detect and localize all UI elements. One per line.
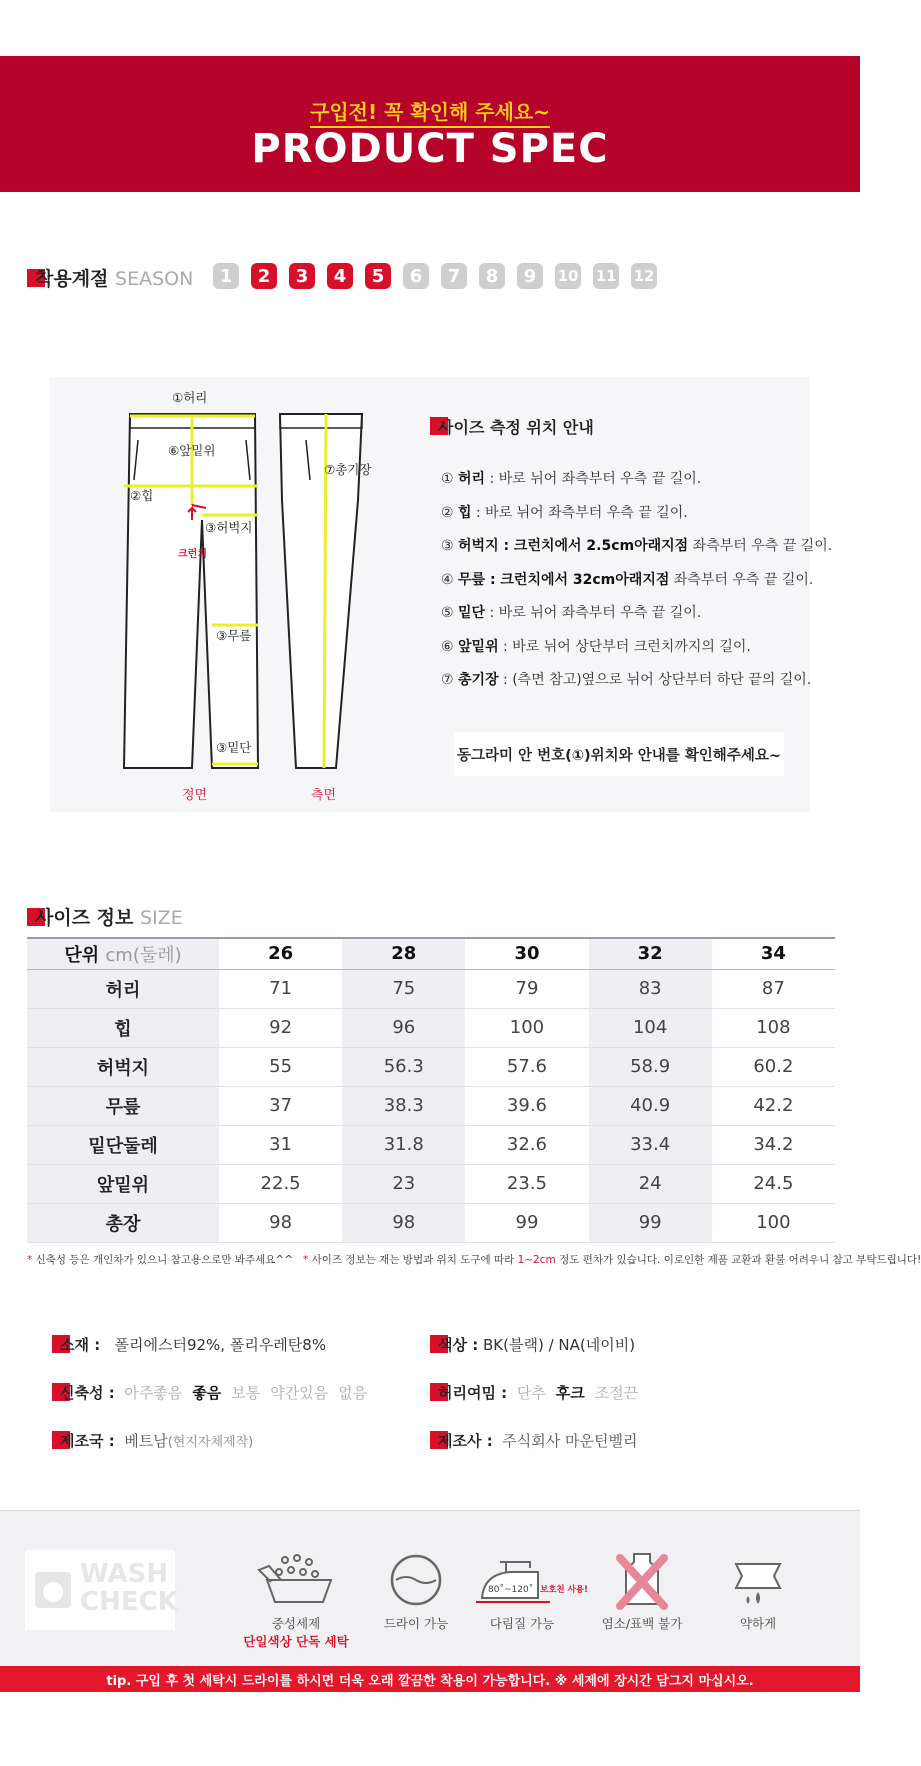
spec-origin: 제조국 : 베트남(현지자체제작): [52, 1430, 253, 1451]
table-cell: 57.6: [465, 1047, 588, 1086]
unit-cell: 단위 cm(둘레): [27, 938, 219, 969]
spec-color: 색상 : BK(블랙) / NA(네이비): [430, 1334, 635, 1355]
size-heading: 사이즈 정보 SIZE: [27, 903, 183, 930]
spec-option: 조절끈: [594, 1384, 639, 1402]
label-side: 측면: [311, 788, 337, 803]
table-cell: 37: [219, 1086, 342, 1125]
wash-basin-icon: [251, 1552, 341, 1608]
size-table: [27, 937, 835, 1243]
measure-guide-item: ⑥ 앞밑위 : 바로 뉘어 상단부터 크런치까지의 길이.: [441, 638, 751, 655]
size-column-header: 32: [589, 938, 712, 969]
measure-guide-item: ① 허리 : 바로 뉘어 좌측부터 우측 끝 길이.: [441, 471, 702, 487]
size-column-header: 34: [712, 938, 835, 969]
spec-option: 단추: [516, 1384, 546, 1402]
season-badge-12: 12: [631, 263, 657, 289]
dry-clean-icon: [388, 1552, 444, 1608]
wash-item-gentle: 약하게: [698, 1550, 818, 1632]
spec-material: 소재 : 폴리에스터92%, 폴리우레탄8%: [52, 1334, 326, 1355]
table-row: [27, 1086, 835, 1125]
label-length: ⑦총기장: [324, 462, 372, 477]
season-badge-6: 6: [403, 263, 429, 289]
table-cell: 40.9: [589, 1086, 712, 1125]
table-cell: 31.8: [342, 1125, 465, 1164]
wash-item-no-bleach: 염소/표백 불가: [582, 1550, 702, 1632]
row-label: 힙: [27, 1008, 219, 1047]
table-cell: 79: [465, 969, 588, 1008]
pants-diagram: [110, 380, 410, 780]
table-row: [27, 1203, 835, 1242]
table-row: [27, 1008, 835, 1047]
table-row: [27, 1047, 835, 1086]
table-cell: 87: [712, 969, 835, 1008]
table-cell: 31: [219, 1125, 342, 1164]
spec-stretch: 신축성 : 아주좋음 좋음 보통 약간있음 없음: [52, 1382, 377, 1403]
table-cell: 56.3: [342, 1047, 465, 1086]
table-cell: 38.3: [342, 1086, 465, 1125]
table-row: [27, 1125, 835, 1164]
wash-check-logo: WASH CHECK: [25, 1550, 175, 1630]
label-hip: ②힙: [130, 488, 154, 503]
spec-maker: 제조사 : 주식회사 마운틴벨리: [430, 1430, 637, 1451]
row-label: 총장: [27, 1203, 219, 1242]
row-label: 허벅지: [27, 1047, 219, 1086]
label-waist: ①허리: [172, 390, 208, 405]
row-label: 앞밑위: [27, 1164, 219, 1203]
table-row: [27, 1164, 835, 1203]
banner-subtitle: 구입전! 꼭 확인해 주세요~: [0, 96, 860, 125]
season-months: [213, 263, 657, 289]
size-column-header: 30: [465, 938, 588, 969]
wash-item-dry-clean: 드라이 가능: [356, 1550, 476, 1632]
label-thigh: ③허벅지: [205, 520, 253, 535]
season-badge-10: 10: [555, 263, 581, 289]
size-table-header: [27, 938, 835, 969]
label-hem: ③밑단: [216, 740, 252, 755]
spec-closure: 허리여밈 : 단추 후크 조절끈: [430, 1382, 648, 1403]
measure-guide-title: 사이즈 측정 위치 안내: [430, 415, 594, 438]
spec-option: 후크: [555, 1384, 585, 1402]
spec-option: 없음: [338, 1384, 368, 1402]
wash-item-neutral-detergent: 중성세제 단일색상 단독 세탁: [236, 1550, 356, 1650]
wash-tip-bar: tip. 구입 후 첫 세탁시 드라이를 하시면 더욱 오래 깔끔한 착용이 가능합니다. ※ 세제에 장시간 담그지 마십시오.: [0, 1666, 860, 1692]
table-cell: 33.4: [589, 1125, 712, 1164]
table-row: [27, 969, 835, 1008]
measure-guide-item: ② 힙 : 바로 뉘어 좌측부터 우측 끝 길이.: [441, 504, 688, 521]
no-bleach-icon: [614, 1550, 670, 1610]
spec-option: 좋음: [192, 1384, 222, 1402]
spec-option: 보통: [231, 1384, 261, 1402]
size-column-header: 28: [342, 938, 465, 969]
row-label: 허리: [27, 969, 219, 1008]
measure-guide-item: ⑤ 밑단 : 바로 뉘어 좌측부터 우측 끝 길이.: [441, 605, 702, 621]
table-cell: 100: [712, 1203, 835, 1242]
season-heading: 착용계절 SEASON: [27, 264, 193, 291]
season-badge-2: 2: [251, 263, 277, 289]
label-front-rise: ⑥앞밑위: [168, 443, 216, 458]
table-cell: 42.2: [712, 1086, 835, 1125]
table-cell: 71: [219, 969, 342, 1008]
measure-guide-list: [441, 468, 832, 703]
table-cell: 34.2: [712, 1125, 835, 1164]
size-footnote: * 신축성 등은 개인차가 있으니 참고용으로만 봐주세요^^ * 사이즈 정보는 재는 방법과 위치 도구에 따라 1~2cm 정도 편차가 있습니다. 이로인한 제품 교환과 환불 어려우니 참고 부탁드립니다!: [27, 1254, 921, 1266]
spec-option: 아주좋음: [124, 1384, 183, 1402]
table-cell: 108: [712, 1008, 835, 1047]
season-badge-3: 3: [289, 263, 315, 289]
table-cell: 24.5: [712, 1164, 835, 1203]
season-badge-5: 5: [365, 263, 391, 289]
measure-guide-item: ⑦ 총기장 : (측면 참고)옆으로 뉘어 상단부터 하단 끝의 길이.: [441, 672, 812, 688]
table-cell: 83: [589, 969, 712, 1008]
table-cell: 23: [342, 1164, 465, 1203]
measure-note: 동그라미 안 번호(①)위치와 안내를 확인해주세요~: [454, 732, 784, 776]
table-cell: 98: [342, 1203, 465, 1242]
season-badge-4: 4: [327, 263, 353, 289]
svg-text:80˚~120˚: 80˚~120˚: [488, 1585, 534, 1595]
season-badge-9: 9: [517, 263, 543, 289]
season-badge-8: 8: [479, 263, 505, 289]
table-cell: 98: [219, 1203, 342, 1242]
label-front: 정면: [182, 788, 208, 803]
table-cell: 60.2: [712, 1047, 835, 1086]
table-cell: 32.6: [465, 1125, 588, 1164]
table-cell: 92: [219, 1008, 342, 1047]
season-badge-1: 1: [213, 263, 239, 289]
measure-guide-item: ④ 무릎 : 크런치에서 32cm아래지점 좌측부터 우측 끝 길이.: [441, 571, 814, 588]
wash-item-iron: 80˚~120˚ 보호천 사용! 다림질 가능: [462, 1550, 582, 1632]
label-crotch: 크런치: [178, 549, 207, 560]
table-cell: 96: [342, 1008, 465, 1047]
table-cell: 24: [589, 1164, 712, 1203]
table-cell: 104: [589, 1008, 712, 1047]
table-cell: 22.5: [219, 1164, 342, 1203]
table-cell: 99: [589, 1203, 712, 1242]
svg-text:보호천 사용!: 보호천 사용!: [540, 1585, 588, 1595]
label-knee: ③무릎: [216, 628, 252, 643]
season-badge-11: 11: [593, 263, 619, 289]
table-cell: 39.6: [465, 1086, 588, 1125]
season-badge-7: 7: [441, 263, 467, 289]
washer-icon: [33, 1570, 73, 1610]
row-label: 무릎: [27, 1086, 219, 1125]
size-column-header: 26: [219, 938, 342, 969]
banner-title: PRODUCT SPEC: [251, 126, 609, 172]
table-cell: 23.5: [465, 1164, 588, 1203]
gentle-wring-icon: [730, 1552, 786, 1608]
measure-guide-item: ③ 허벅지 : 크런치에서 2.5cm아래지점 좌측부터 우측 끝 길이.: [441, 538, 833, 554]
row-label: 밑단둘레: [27, 1125, 219, 1164]
table-cell: 100: [465, 1008, 588, 1047]
spec-option: 약간있음: [270, 1384, 329, 1402]
table-cell: 58.9: [589, 1047, 712, 1086]
table-cell: 55: [219, 1047, 342, 1086]
table-cell: 99: [465, 1203, 588, 1242]
table-cell: 75: [342, 969, 465, 1008]
